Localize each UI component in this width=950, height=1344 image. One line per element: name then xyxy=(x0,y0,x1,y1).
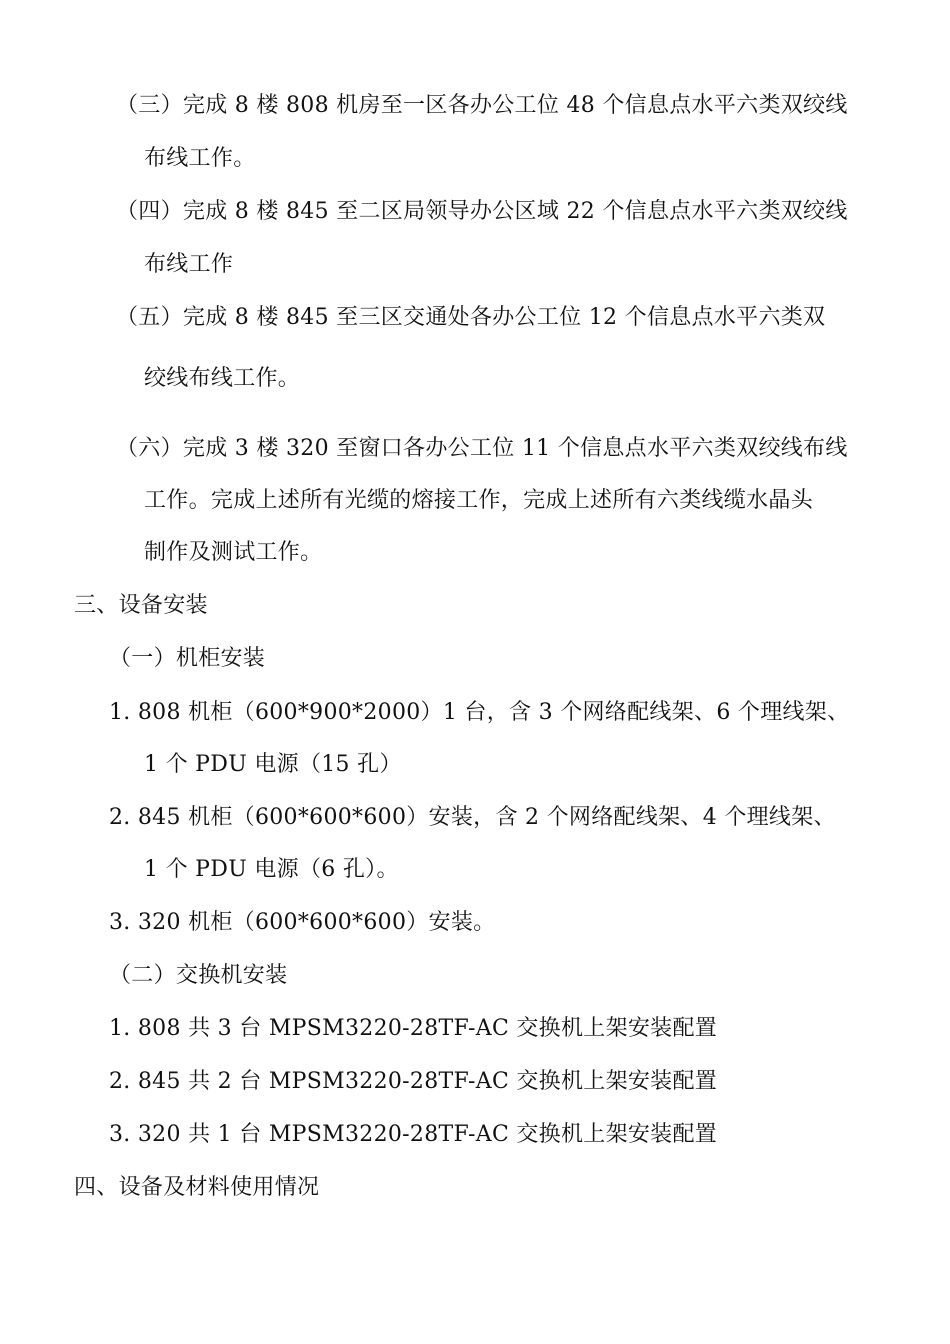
item-6-line-1: （六）完成 3 楼 320 至窗口各办公工位 11 个信息点水平六类双绞线布线 xyxy=(116,436,848,461)
item-4-line-2: 布线工作 xyxy=(144,252,234,277)
cabinet-item-1-line-2: 1 个 PDU 电源（15 孔） xyxy=(144,752,402,777)
cabinet-item-1-line-1: 1. 808 机柜（600*900*2000）1 台，含 3 个网络配线架、6 个理线架、 xyxy=(109,700,850,725)
switch-item-1: 1. 808 共 3 台 MPSM3220-28TF-AC 交换机上架安装配置 xyxy=(109,1016,718,1041)
item-5-line-1: （五）完成 8 楼 845 至三区交通处各办公工位 12 个信息点水平六类双 xyxy=(116,305,826,330)
item-5-line-2: 绞线布线工作。 xyxy=(144,366,301,391)
switch-item-2: 2. 845 共 2 台 MPSM3220-28TF-AC 交换机上架安装配置 xyxy=(109,1069,718,1094)
item-3-line-1: （三）完成 8 楼 808 机房至一区各办公工位 48 个信息点水平六类双绞线 xyxy=(116,93,848,118)
cabinet-item-3: 3. 320 机柜（600*600*600）安装。 xyxy=(109,910,496,935)
item-3-line-2: 布线工作。 xyxy=(144,146,256,171)
cabinet-item-2-line-1: 2. 845 机柜（600*600*600）安装，含 2 个网络配线架、4 个理线架、 xyxy=(109,805,836,830)
subsection-cabinet: （一）机柜安装 xyxy=(109,646,266,671)
section-3-heading: 三、设备安装 xyxy=(74,593,208,618)
subsection-switch: （二）交换机安装 xyxy=(109,963,288,988)
item-6-line-2: 工作。完成上述所有光缆的熔接工作，完成上述所有六类线缆水晶头 xyxy=(144,488,814,513)
section-4-heading: 四、设备及材料使用情况 xyxy=(74,1175,320,1200)
item-6-line-3: 制作及测试工作。 xyxy=(144,540,323,565)
cabinet-item-2-line-2: 1 个 PDU 电源（6 孔）。 xyxy=(144,857,399,882)
switch-item-3: 3. 320 共 1 台 MPSM3220-28TF-AC 交换机上架安装配置 xyxy=(109,1122,718,1147)
item-4-line-1: （四）完成 8 楼 845 至二区局领导办公区域 22 个信息点水平六类双绞线 xyxy=(116,199,848,224)
